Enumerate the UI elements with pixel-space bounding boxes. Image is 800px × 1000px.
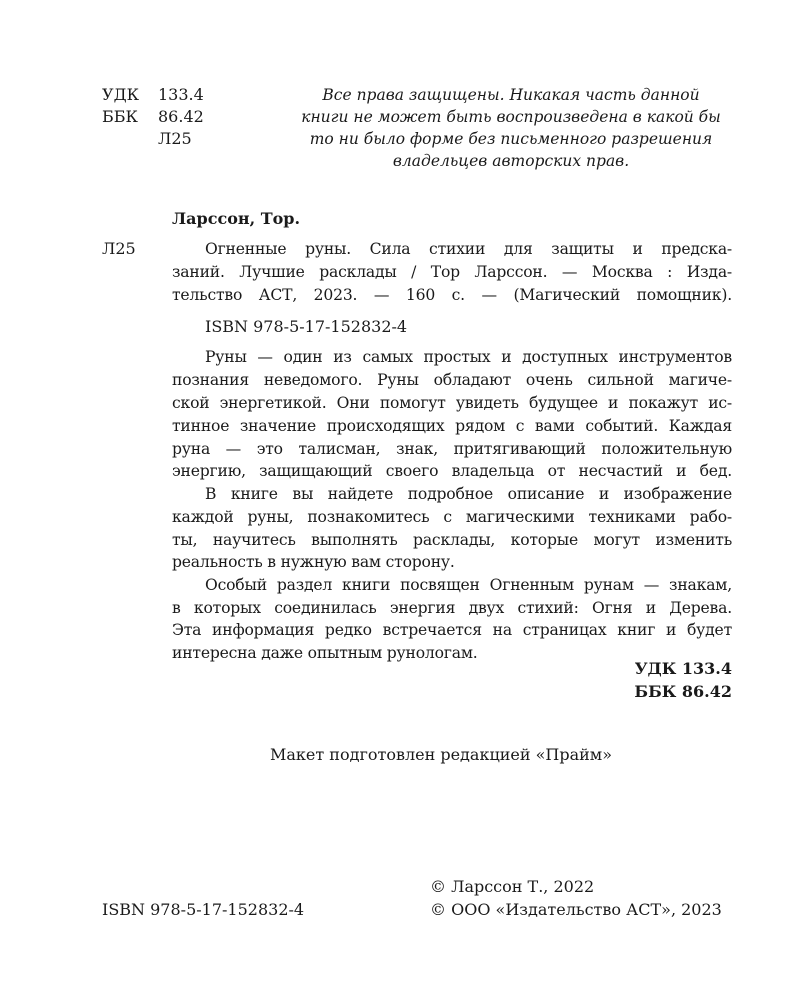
annotation-line: реальность в нужную вам сторону. <box>172 553 455 571</box>
author-sign: Л25 <box>158 129 192 148</box>
annotation-line: в которых соединилась энергия двух стихий: Огня и Дерева. <box>172 599 732 617</box>
copyright-publisher: © ООО «Издательство АСТ», 2023 <box>430 900 722 919</box>
isbn-line: ISBN 978-5-17-152832-4 <box>205 317 408 336</box>
udk-value: 133.4 <box>158 85 204 104</box>
layout-note: Макет подготовлен редакцией «Прайм» <box>269 745 613 764</box>
udk-label: УДК <box>102 85 139 104</box>
bbk-code: ББК 86.42 <box>634 682 732 701</box>
bbk-value: 86.42 <box>158 107 204 126</box>
annotation-line: ской энергетикой. Они помогут увидеть будущее и покажут ис- <box>172 394 732 412</box>
biblio-line: заний. Лучшие расклады / Тор Ларссон. — Москва : Изда- <box>172 263 732 281</box>
annotation-line: В книге вы найдете подробное описание и изображение <box>205 485 732 503</box>
annotation-line: Особый раздел книги посвящен Огненным рунам — знакам, <box>205 576 732 594</box>
annotation-line: энергию, защищающий своего владельца от несчастий и бед. <box>172 462 732 480</box>
copyright-author: © Ларссон Т., 2022 <box>430 877 595 896</box>
rights-line: то ни было форме без письменного разрешения <box>309 130 713 148</box>
annotation-line: познания неведомого. Руны обладают очень сильной магиче- <box>172 371 732 389</box>
author-heading: Ларссон, Тор. <box>172 209 301 228</box>
annotation-line: ты, научитесь выполнять расклады, которые могут изменить <box>172 531 732 549</box>
annotation-line: Эта информация редко встречается на страницах книг и будет <box>172 621 732 639</box>
annotation-line: Руны — один из самых простых и доступных инструментов <box>205 348 732 366</box>
rights-line: владельцев авторских прав. <box>392 152 630 170</box>
annotation-line: каждой руны, познакомитесь с магическими техниками рабо- <box>172 508 732 526</box>
entry-sign: Л25 <box>102 239 136 258</box>
annotation-line: тинное значение происходящих рядом с вами событий. Каждая <box>172 417 732 435</box>
annotation-line: руна — это талисман, знак, притягивающий положительную <box>172 440 732 458</box>
rights-line: Все права защищены. Никакая часть данной <box>322 86 700 104</box>
biblio-line: тельство АСТ, 2023. — 160 с. — (Магический помощник). <box>172 286 732 304</box>
udk-code: УДК 133.4 <box>634 659 732 678</box>
annotation-line: интересна даже опытным рунологам. <box>172 644 478 662</box>
bbk-label: ББК <box>102 107 138 126</box>
rights-line: книги не может быть воспроизведена в какой бы <box>301 108 721 126</box>
bottom-isbn: ISBN 978-5-17-152832-4 <box>102 900 305 919</box>
biblio-line: Огненные руны. Сила стихии для защиты и предска- <box>205 240 732 258</box>
